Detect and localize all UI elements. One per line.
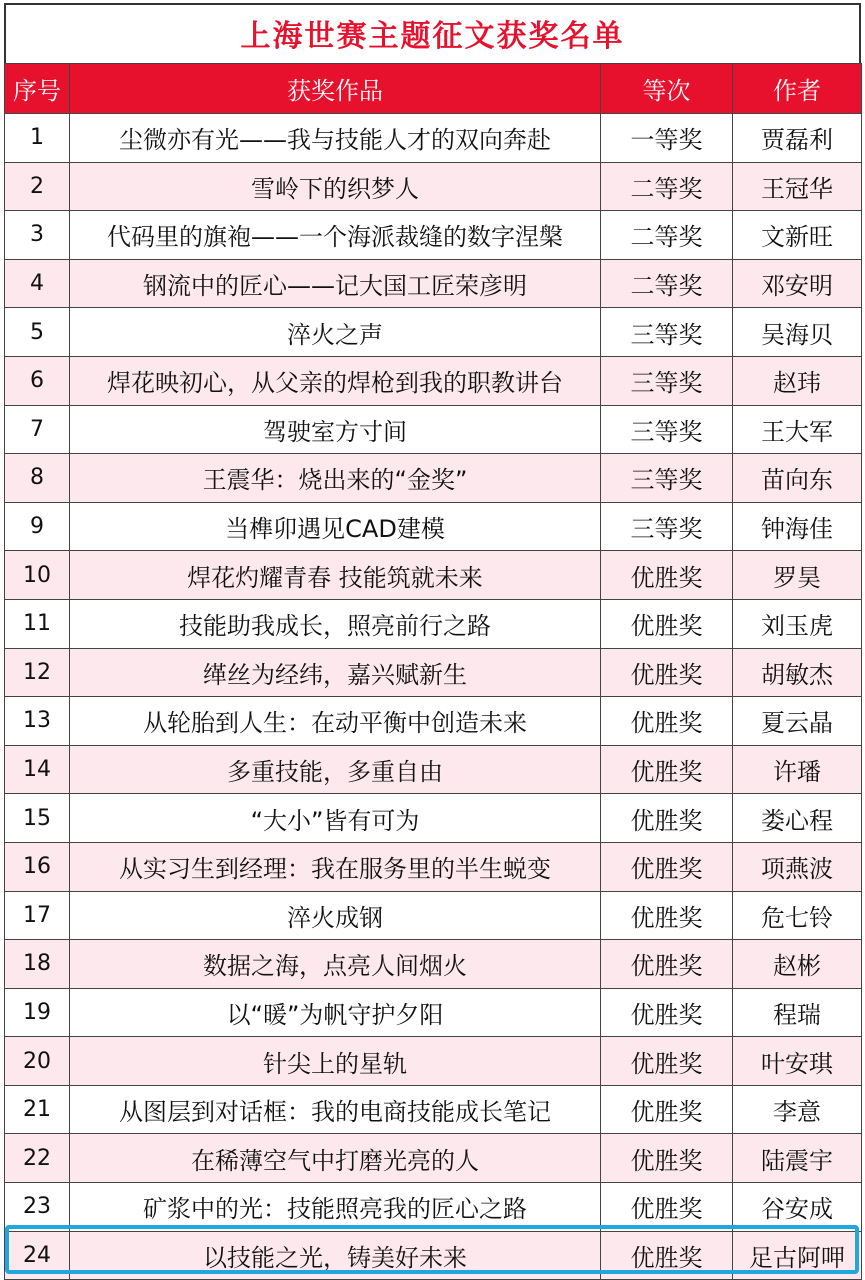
cell-number: 24 — [5, 1231, 70, 1280]
cell-rank: 三等奖 — [601, 405, 733, 454]
table-row — [5, 259, 862, 308]
cell-number: 18 — [5, 940, 70, 989]
cell-work: 在稀薄空气中打磨光亮的人 — [70, 1134, 601, 1183]
cell-work: 代码里的旗袍——一个海派裁缝的数字涅槃 — [70, 211, 601, 260]
cell-rank: 优胜奖 — [601, 1085, 733, 1134]
cell-author: 夏云晶 — [733, 697, 862, 746]
cell-number: 16 — [5, 842, 70, 891]
table-row — [5, 1183, 862, 1232]
table-row — [5, 162, 862, 211]
cell-author: 王大军 — [733, 405, 862, 454]
cell-rank: 二等奖 — [601, 259, 733, 308]
cell-work: 以技能之光，铸美好未来 — [70, 1231, 601, 1280]
table-row — [5, 794, 862, 843]
table-row — [5, 1134, 862, 1183]
column-header-author: 作者 — [733, 64, 862, 114]
cell-number: 2 — [5, 162, 70, 211]
cell-author: 胡敏杰 — [733, 648, 862, 697]
cell-number: 4 — [5, 259, 70, 308]
table-row — [5, 940, 862, 989]
cell-rank: 优胜奖 — [601, 794, 733, 843]
cell-number: 14 — [5, 745, 70, 794]
cell-work: 当榫卯遇见CAD建模 — [70, 502, 601, 551]
cell-work: 矿浆中的光：技能照亮我的匠心之路 — [70, 1183, 601, 1232]
cell-work: 驾驶室方寸间 — [70, 405, 601, 454]
column-header-work: 获奖作品 — [70, 64, 601, 114]
table-row — [5, 114, 862, 163]
table-row — [5, 891, 862, 940]
table-row — [5, 454, 862, 503]
cell-author: 程瑞 — [733, 988, 862, 1037]
cell-author: 苗向东 — [733, 454, 862, 503]
table-row — [5, 308, 862, 357]
cell-rank: 优胜奖 — [601, 1183, 733, 1232]
table-row — [5, 356, 862, 405]
cell-work: 多重技能，多重自由 — [70, 745, 601, 794]
cell-rank: 优胜奖 — [601, 745, 733, 794]
cell-author: 李意 — [733, 1085, 862, 1134]
cell-number: 3 — [5, 211, 70, 260]
cell-author: 吴海贝 — [733, 308, 862, 357]
cell-author: 罗昊 — [733, 551, 862, 600]
column-header-number: 序号 — [5, 64, 70, 114]
cell-number: 9 — [5, 502, 70, 551]
table-row — [5, 842, 862, 891]
cell-author: 邓安明 — [733, 259, 862, 308]
cell-work: 焊花映初心，从父亲的焊枪到我的职教讲台 — [70, 356, 601, 405]
cell-number: 19 — [5, 988, 70, 1037]
table-row — [5, 745, 862, 794]
cell-work: 雪岭下的织梦人 — [70, 162, 601, 211]
cell-number: 13 — [5, 697, 70, 746]
cell-work: “大小”皆有可为 — [70, 794, 601, 843]
column-header-rank: 等次 — [601, 64, 733, 114]
cell-rank: 优胜奖 — [601, 940, 733, 989]
table-row — [5, 599, 862, 648]
cell-author: 许璠 — [733, 745, 862, 794]
cell-rank: 优胜奖 — [601, 891, 733, 940]
cell-author: 钟海佳 — [733, 502, 862, 551]
cell-number: 21 — [5, 1085, 70, 1134]
cell-work: 尘微亦有光——我与技能人才的双向奔赴 — [70, 114, 601, 163]
cell-number: 1 — [5, 114, 70, 163]
cell-number: 12 — [5, 648, 70, 697]
cell-work: 王震华：烧出来的“金奖” — [70, 454, 601, 503]
cell-number: 11 — [5, 599, 70, 648]
table-row — [5, 1085, 862, 1134]
cell-rank: 一等奖 — [601, 114, 733, 163]
cell-rank: 优胜奖 — [601, 697, 733, 746]
cell-number: 10 — [5, 551, 70, 600]
cell-number: 15 — [5, 794, 70, 843]
cell-work: 技能助我成长，照亮前行之路 — [70, 599, 601, 648]
table-row — [5, 551, 862, 600]
cell-work: 针尖上的星轨 — [70, 1037, 601, 1086]
cell-author: 谷安成 — [733, 1183, 862, 1232]
cell-rank: 优胜奖 — [601, 599, 733, 648]
cell-rank: 二等奖 — [601, 211, 733, 260]
table-row — [5, 1037, 862, 1086]
cell-work: 从图层到对话框：我的电商技能成长笔记 — [70, 1085, 601, 1134]
cell-author: 贾磊利 — [733, 114, 862, 163]
cell-work: 缂丝为经纬，嘉兴赋新生 — [70, 648, 601, 697]
cell-work: 从轮胎到人生：在动平衡中创造未来 — [70, 697, 601, 746]
cell-number: 6 — [5, 356, 70, 405]
cell-rank: 优胜奖 — [601, 1231, 733, 1280]
cell-author: 赵彬 — [733, 940, 862, 989]
cell-author: 王冠华 — [733, 162, 862, 211]
table-row — [5, 405, 862, 454]
cell-number: 23 — [5, 1183, 70, 1232]
table-row — [5, 211, 862, 260]
cell-rank: 优胜奖 — [601, 988, 733, 1037]
awards-table — [4, 63, 862, 1280]
cell-rank: 优胜奖 — [601, 842, 733, 891]
cell-work: 淬火成钢 — [70, 891, 601, 940]
cell-work: 从实习生到经理：我在服务里的半生蜕变 — [70, 842, 601, 891]
cell-author: 足古阿呷 — [733, 1231, 862, 1280]
cell-rank: 二等奖 — [601, 162, 733, 211]
cell-number: 17 — [5, 891, 70, 940]
table-row — [5, 502, 862, 551]
cell-rank: 三等奖 — [601, 502, 733, 551]
cell-author: 危七铃 — [733, 891, 862, 940]
cell-work: 钢流中的匠心——记大国工匠荣彦明 — [70, 259, 601, 308]
table-row — [5, 697, 862, 746]
table-row — [5, 988, 862, 1037]
table-row — [5, 648, 862, 697]
cell-work: 以“暖”为帆守护夕阳 — [70, 988, 601, 1037]
cell-rank: 三等奖 — [601, 308, 733, 357]
cell-rank: 优胜奖 — [601, 1037, 733, 1086]
cell-author: 陆震宇 — [733, 1134, 862, 1183]
cell-number: 22 — [5, 1134, 70, 1183]
cell-number: 7 — [5, 405, 70, 454]
cell-rank: 三等奖 — [601, 454, 733, 503]
cell-number: 5 — [5, 308, 70, 357]
cell-author: 赵玮 — [733, 356, 862, 405]
cell-number: 20 — [5, 1037, 70, 1086]
cell-work: 焊花灼耀青春 技能筑就未来 — [70, 551, 601, 600]
cell-rank: 三等奖 — [601, 356, 733, 405]
cell-author: 文新旺 — [733, 211, 862, 260]
cell-work: 淬火之声 — [70, 308, 601, 357]
cell-author: 叶安琪 — [733, 1037, 862, 1086]
cell-author: 刘玉虎 — [733, 599, 862, 648]
cell-work: 数据之海，点亮人间烟火 — [70, 940, 601, 989]
cell-rank: 优胜奖 — [601, 648, 733, 697]
cell-rank: 优胜奖 — [601, 1134, 733, 1183]
table-row — [5, 1231, 862, 1280]
cell-number: 8 — [5, 454, 70, 503]
page-title: 上海世赛主题征文获奖名单 — [240, 19, 625, 54]
cell-author: 项燕波 — [733, 842, 862, 891]
cell-author: 娄心程 — [733, 794, 862, 843]
cell-rank: 优胜奖 — [601, 551, 733, 600]
header-row — [5, 64, 862, 114]
